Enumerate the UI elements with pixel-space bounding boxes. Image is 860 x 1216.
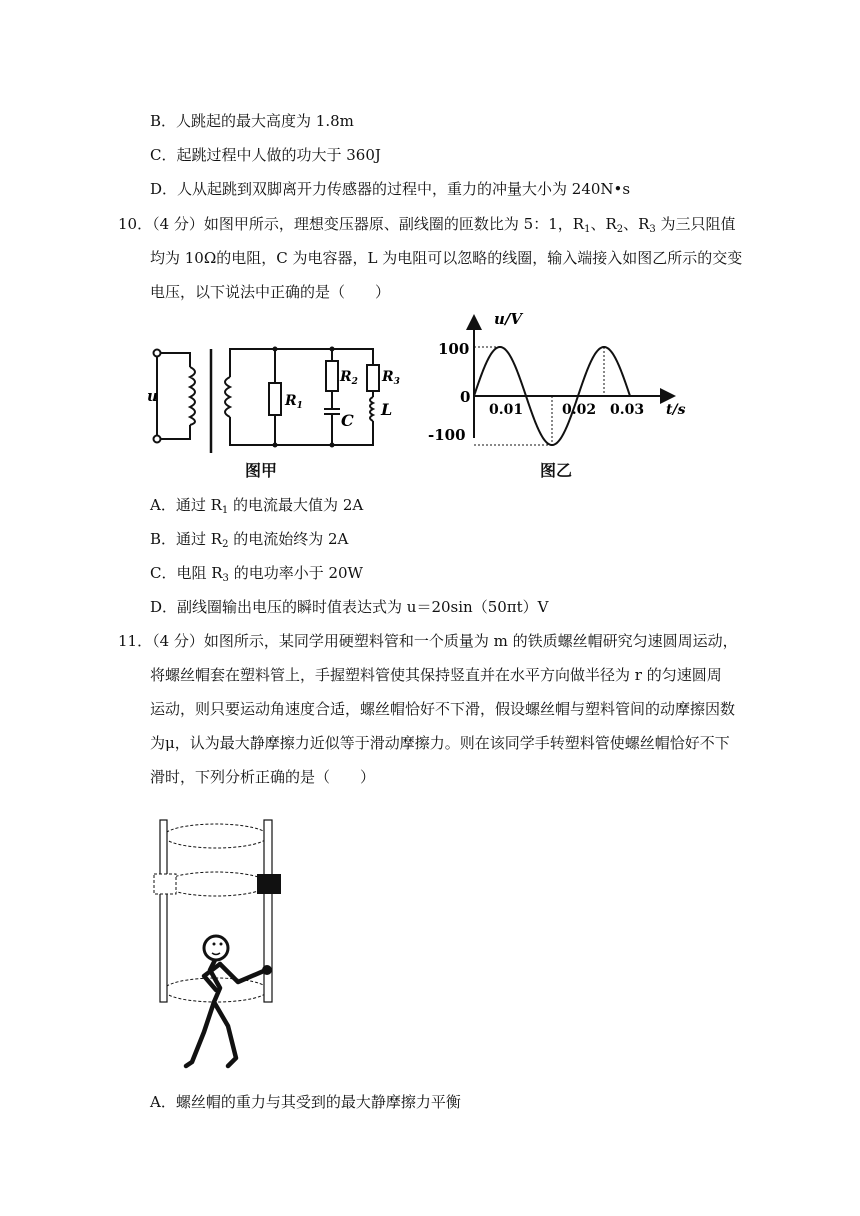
option-text: 人从起跳到双脚离开力传感器的过程中，重力的冲量大小为 240N•s <box>177 180 631 198</box>
question-points: （4 分） <box>152 215 204 233</box>
y-tick-0: 0 <box>460 388 471 406</box>
input-terminal-top <box>154 350 161 357</box>
option-text: 的电流最大值为 2A <box>228 496 364 514</box>
secondary-coil <box>225 377 230 417</box>
option-label: B． <box>150 112 177 130</box>
ghost-nut <box>154 874 176 894</box>
q10-stem-line1 <box>118 214 736 234</box>
inductor-label: L <box>381 400 393 419</box>
subscript: 1 <box>584 224 591 235</box>
q10-option-a <box>150 495 363 515</box>
stem-text: 、R <box>623 215 650 233</box>
question-number: 10． <box>118 215 153 233</box>
q9-option-d <box>150 179 630 199</box>
q10-option-c <box>150 563 363 583</box>
q11-stem-line1 <box>118 631 738 651</box>
q9-option-c <box>150 145 381 165</box>
figure-jia-caption: 图甲 <box>245 461 278 480</box>
option-label: A． <box>150 496 176 514</box>
upper-orbit-ellipse <box>164 824 268 848</box>
subscript: 1 <box>221 505 229 516</box>
r3-resistor <box>367 365 379 391</box>
r3-label: $R_3$ <box>382 369 400 387</box>
person-figure <box>186 958 266 1066</box>
option-label: B． <box>150 530 177 548</box>
subscript: 2 <box>222 539 229 550</box>
option-text: 通过 R <box>175 496 222 514</box>
q11-stem-line3: 运动，则只要运动角速度合适，螺丝帽恰好不下滑，假设螺丝帽与塑料管间的动摩擦因数 <box>150 700 736 718</box>
iron-nut <box>257 874 281 894</box>
q11-stem-line2: 将螺丝帽套在塑料管上，手握塑料管使其保持竖直并在水平方向做半径为 r 的匀速圆周 <box>150 666 722 684</box>
option-text: 起跳过程中人做的功大于 360J <box>176 146 381 164</box>
q10-option-b <box>150 529 348 549</box>
x-tick-0-01: 0.01 <box>489 402 524 418</box>
r1-label: $R_1$ <box>285 393 303 411</box>
primary-coil <box>190 367 195 425</box>
y-tick-minus-100: -100 <box>428 426 466 444</box>
person-eye-right <box>220 943 223 946</box>
stem-text: 如图所示，某同学用硬塑料管和一个质量为 m 的铁质螺丝帽研究匀速圆周运动， <box>203 632 738 650</box>
option-label: C． <box>150 146 177 164</box>
option-text: 通过 R <box>176 530 223 548</box>
y-axis-label: u/V <box>494 310 523 328</box>
person-eye-left <box>213 943 216 946</box>
capacitor-label: C <box>341 411 354 430</box>
person-hand <box>262 965 272 975</box>
q11-stem-line5: 滑时，下列分析正确的是（ ） <box>150 768 376 786</box>
q10-stem-line3: 电压，以下说法中正确的是（ ） <box>150 283 391 301</box>
input-label: u <box>147 387 158 405</box>
option-label: D． <box>150 180 178 198</box>
inductor-coil <box>370 397 373 421</box>
ghost-tube <box>160 820 167 1002</box>
q11-stem-line4: 为μ，认为最大静摩擦力近似等于滑动摩擦力。则在该同学手转塑料管使螺丝帽恰好不下 <box>150 734 730 752</box>
r1-resistor <box>269 383 281 415</box>
r2-resistor <box>326 361 338 391</box>
x-tick-0-03: 0.03 <box>610 402 645 418</box>
option-label: D． <box>150 598 178 616</box>
option-text: 副线圈输出电压的瞬时值表达式为 u＝20sin（50πt）V <box>177 598 549 616</box>
q11-option-a <box>150 1092 461 1112</box>
option-text: 电阻 R <box>176 564 223 582</box>
subscript: 3 <box>222 573 229 584</box>
option-label: C． <box>150 564 177 582</box>
figure-yi-caption: 图乙 <box>540 461 573 480</box>
input-terminal-bottom <box>154 436 161 443</box>
option-text: 的电流始终为 2A <box>228 530 349 548</box>
r2-label: $R_2$ <box>340 369 358 387</box>
x-axis-label: t/s <box>666 402 686 418</box>
middle-orbit-ellipse <box>164 872 268 896</box>
subscript: 3 <box>649 224 656 235</box>
person-head <box>204 936 228 960</box>
x-tick-0-02: 0.02 <box>562 402 597 418</box>
q9-option-b <box>150 111 354 131</box>
q10-stem-line2: 均为 10Ω的电阻，C 为电容器，L 为电阻可以忽略的线圈，输入端接入如图乙所示的交变 <box>150 249 743 267</box>
voltage-chart <box>420 312 710 444</box>
option-label: A． <box>150 1093 176 1111</box>
y-tick-100: 100 <box>438 340 470 358</box>
rotating-tube-figure <box>148 810 298 1075</box>
question-points: （4 分） <box>152 632 204 650</box>
stem-text: 如图甲所示，理想变压器原、副线圈的匝数比为 5：1，R <box>203 215 585 233</box>
option-text: 人跳起的最大高度为 1.8m <box>176 112 354 130</box>
stem-text: 、R <box>590 215 617 233</box>
stem-text: 为三只阻值 <box>655 215 736 233</box>
q10-option-d <box>150 597 549 617</box>
option-text: 的电功率小于 20W <box>228 564 363 582</box>
question-number: 11． <box>118 632 153 650</box>
subscript: 2 <box>616 224 624 235</box>
option-text: 螺丝帽的重力与其受到的最大静摩擦力平衡 <box>175 1093 461 1111</box>
